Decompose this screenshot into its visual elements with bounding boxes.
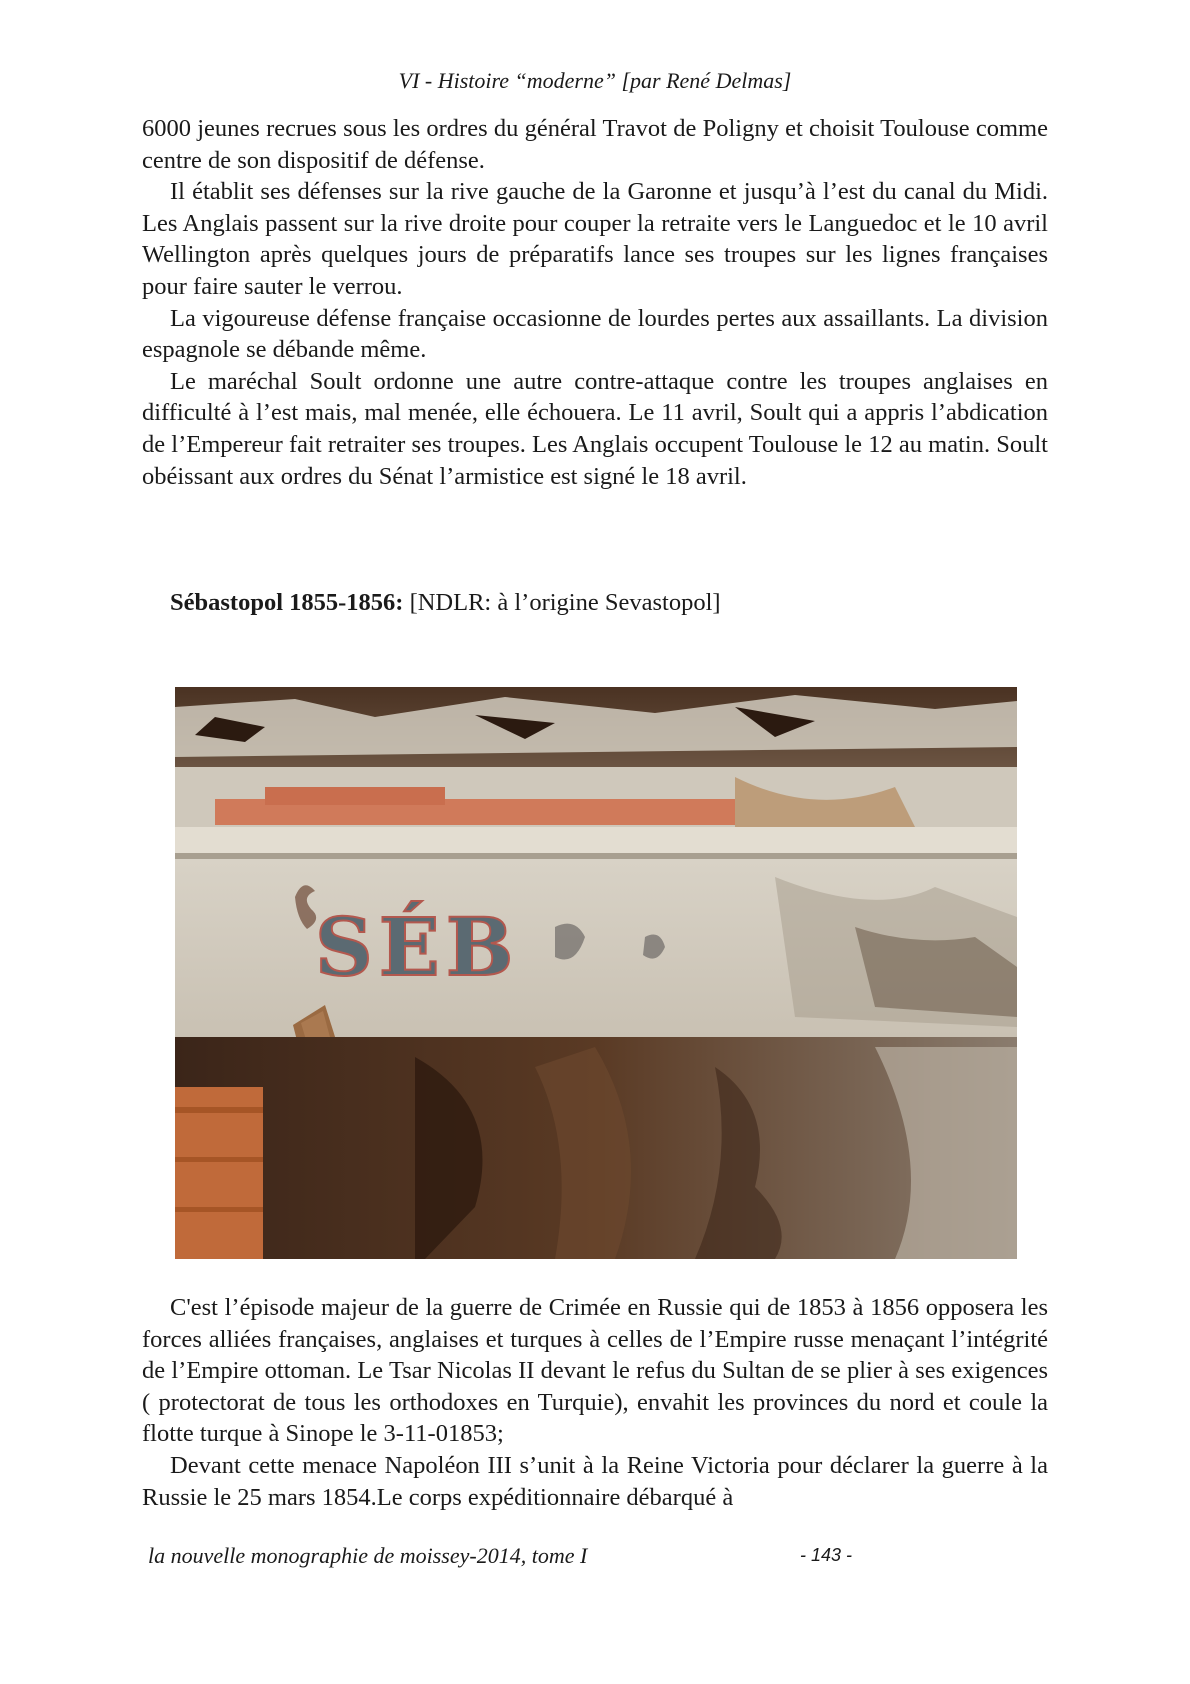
sebastopol-inscription-photo bbox=[175, 687, 1017, 1259]
footer-publication: la nouvelle monographie de moissey-2014, tome I bbox=[148, 1543, 588, 1568]
section-heading-note: [NDLR: à l’origine Sevastopol] bbox=[403, 589, 721, 616]
paragraph: La vigoureuse défense française occasionne de lourdes pertes aux assaillants. La division espagnole se débande même. bbox=[142, 304, 1048, 364]
paragraph: Il établit ses défenses sur la rive gauche de la Garonne et jusqu’à l’est du canal du Midi. Les Anglais passent sur la rive droite pour couper la retraite vers le Languedoc et le 10 avril Wellington après quelques jours de préparatifs lance ses troupes sur les lignes françaises pour faire sauter le verrou. bbox=[142, 178, 1048, 300]
paragraph: Le maréchal Soult ordonne une autre contre-attaque contre les troupes anglaises en difficulté à l’est mais, mal menée, elle échouera. Le 11 avril, Soult qui a appris l’abdication de l’Empereur fait retraiter ses troupes. Les Anglais occupent Toulouse le 12 au matin. Soult obéissant aux ordres du Sénat l’armistice est signé le 18 avril. bbox=[142, 367, 1048, 490]
running-header: VI - Histoire “moderne” [par René Delmas] bbox=[398, 68, 792, 93]
section-heading-title: Sébastopol 1855-1856: bbox=[170, 589, 404, 616]
page-number: - 143 - bbox=[800, 1545, 853, 1565]
section-1-text bbox=[142, 113, 1048, 492]
section-2-text bbox=[142, 1292, 1048, 1513]
section-heading bbox=[170, 587, 721, 619]
paragraph: C'est l’épisode majeur de la guerre de Crimée en Russie qui de 1853 à 1856 opposera les forces alliées françaises, anglaises et turques à celles de l’Empire russe menaçant l’intégrité de l’Empire ottoman. Le Tsar Nicolas II devant le refus du Sultan de se plier à ses exigences ( protectorat de tous les orthodoxes en Turquie), envahit les provinces du nord et coule la flotte turque à Sinope le 3-11-01853; bbox=[142, 1294, 1048, 1448]
paragraph: Devant cette menace Napoléon III s’unit à la Reine Victoria pour déclarer la guerre à la Russie le 25 mars 1854.Le corps expéditionnaire débarqué à bbox=[142, 1451, 1048, 1511]
paragraph: 6000 jeunes recrues sous les ordres du général Travot de Poligny et choisit Toulouse comme centre de son dispositif de défense. bbox=[142, 115, 1048, 174]
painted-inscription: SÉB bbox=[315, 900, 520, 994]
